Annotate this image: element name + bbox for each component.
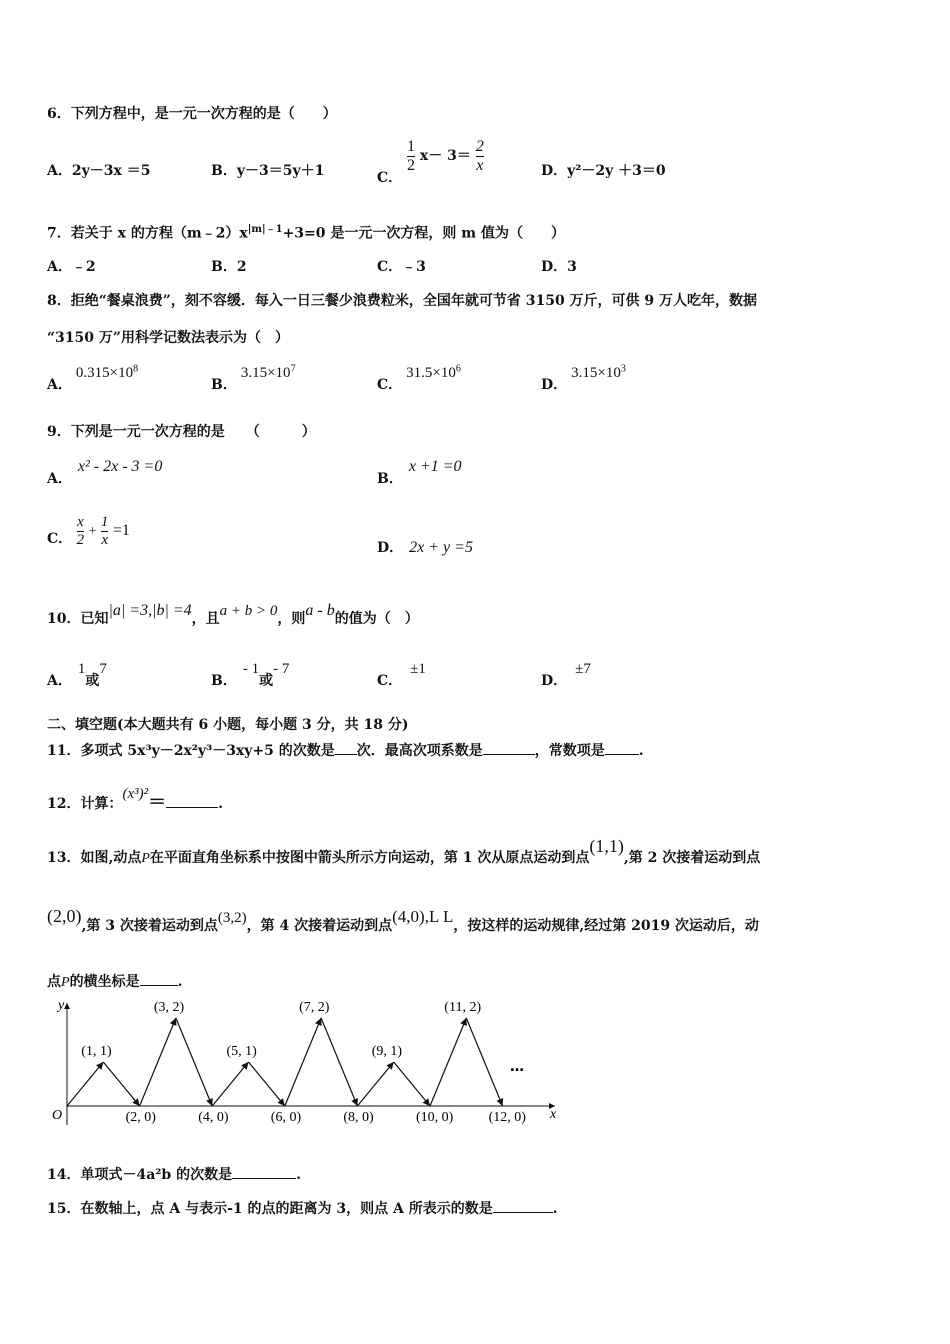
y-axis-label: y [58,998,65,1013]
q7-stem: 7．若关于 x 的方程$(m﹣2)x^{|m|﹣1}+3=0$ 是一元一次方程，则 m 值为（ ） [47,224,565,242]
q13-line2: (2,0),第 3 次接着运动到点(3,2)，第 4 次接着运动到点(4,0),L L，按这样的运动规律,经过第 2019 次运动后，动 [47,906,759,934]
q9-stem: 9．下列是一元一次方程的是 （ ） [47,424,316,440]
axis-point-label: (8, 0) [343,1110,374,1125]
axis-point-label: (2, 0) [125,1110,156,1125]
q7-option-a: A．﹣2 [47,259,96,275]
q6-option-b: B．y－3＝5y＋1 [211,163,325,179]
q6-stem: 6．下列方程中，是一元一次方程的是（ ） [47,106,337,122]
q13-line3: 点P的横坐标是 . [47,974,183,990]
axis-point-label: (10, 0) [416,1110,454,1125]
peak-point-label: (3, 2) [153,1000,185,1015]
axis-point-label: (4, 0) [198,1110,229,1125]
motion-segment [357,1062,393,1106]
peak-point-label: (9, 1) [371,1044,403,1059]
motion-segment [103,1062,139,1106]
q7-option-d: D．3 [541,259,577,275]
q9-option-a: A．x² - 2x - 3 =0 [47,458,163,487]
q8-option-a: A．$0.315\times 10^8$ [47,363,139,393]
axis-point-label: (12, 0) [488,1110,526,1125]
q8-stem-line1: 8．拒绝“餐桌浪费”，刻不容缓．每入一日三餐少浪费粒米，全国年就可节省 3150 万斤，可供 9 万人吃年，数据 [47,293,758,309]
motion-figure [40,995,570,1130]
q8-option-d: D．$3.15\times 10^3$ [541,363,626,393]
q9-option-c: C． $\frac{x}{2}$ + $\frac{1}{x}$ =1 [47,514,130,548]
motion-segment [321,1018,357,1106]
q10-option-c: C．±1 [377,661,426,689]
q10-option-d: D．±7 [541,661,591,689]
motion-segment [249,1062,285,1106]
q10-option-a: A．1或7 [47,661,107,689]
q9-option-d: D． 2x + y =5 [377,539,473,556]
peak-point-label: (11, 2) [444,1000,482,1015]
q14: 14．单项式－4a²b 的次数是 . [47,1167,301,1183]
motion-segment [140,1018,176,1106]
q10-stem: 10．已知|a| =3,|b| =4，且a + b > 0，则a - b的值为（ ） [47,602,419,627]
origin-label: O [52,1108,63,1123]
motion-segment [67,1062,103,1106]
motion-segment [430,1018,466,1106]
q11: 11．多项式 5x³y－2x²y³－3xy+5 的次数是 次．最高次项系数是 ，常数项是 . [47,743,644,759]
q13-line1: 13．如图,动点P在平面直角坐标系中按图中箭头所示方向运动，第 1 次从原点运动到点(1,1),第 2 次接着运动到点 [47,836,761,866]
q8-option-b: B．$3.15\times 10^7$ [211,363,296,393]
q7-option-c: C．﹣3 [377,259,426,275]
motion-path [67,1018,503,1106]
motion-segment [212,1062,248,1106]
q8-option-c: C．$31.5\times 10^6$ [377,363,461,393]
q6-option-a: A．2y－3x ＝5 [47,163,151,179]
q15: 15．在数轴上，点 A 与表示-1 的点的距离为 3，则点 A 所表示的数是 . [47,1201,558,1217]
q9-option-b: B．x +1 =0 [377,458,462,487]
q6-option-d: D．y²－2y ＋3＝0 [541,163,666,179]
peak-point-label: (7, 2) [299,1000,330,1015]
q10-option-b: B．- 1或- 7 [211,661,290,689]
q7-option-b: B．2 [211,259,247,275]
motion-segment [394,1062,430,1106]
peak-point-label: (1, 1) [81,1044,112,1059]
peak-point-label: (5, 1) [226,1044,257,1059]
section-2-heading: 二、填空题(本大题共有 6 小题，每小题 3 分，共 18 分) [47,717,409,733]
ellipsis: … [510,1059,524,1075]
motion-segment [466,1018,502,1106]
q8-stem-line2: “3150 万”用科学记数法表示为（ ） [47,330,289,346]
x-axis-label: x [550,1107,557,1122]
q6-option-c: C． $\frac{1}{2}$ x－ 3＝ $\frac{2}{x}$ [377,138,484,187]
motion-segment [176,1018,212,1106]
q12: 12．计算：(x³)²＝ . [47,786,224,813]
axis-point-label: (6, 0) [270,1110,302,1125]
motion-segment [285,1018,321,1106]
